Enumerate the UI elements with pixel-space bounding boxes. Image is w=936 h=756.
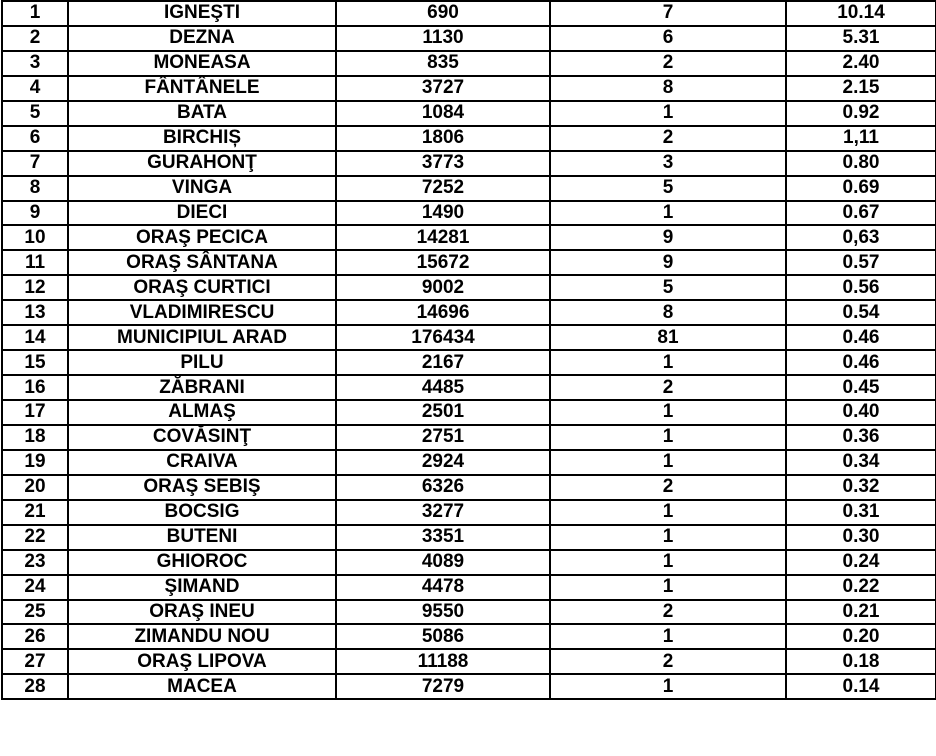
rate-cell: 0.46: [786, 350, 936, 375]
cases-count-cell: 2: [550, 51, 786, 76]
cases-count-cell: 2: [550, 600, 786, 625]
rate-cell: 0.32: [786, 475, 936, 500]
table-row: [2, 674, 936, 699]
row-number-cell: 1: [2, 1, 68, 26]
table-row: [2, 176, 936, 201]
population-cell: 7279: [336, 674, 550, 699]
locality-name-cell: IGNEŞTI: [68, 1, 336, 26]
cases-count-cell: 9: [550, 250, 786, 275]
locality-name-cell: DIECI: [68, 201, 336, 226]
locality-name-cell: VLADIMIRESCU: [68, 300, 336, 325]
table-row: [2, 624, 936, 649]
locality-name-cell: ALMAŞ: [68, 400, 336, 425]
population-cell: 9002: [336, 275, 550, 300]
rate-cell: 0.31: [786, 500, 936, 525]
rate-cell: 0.18: [786, 649, 936, 674]
population-cell: 3727: [336, 76, 550, 101]
population-cell: 176434: [336, 325, 550, 350]
table-row: [2, 525, 936, 550]
row-number-cell: 11: [2, 250, 68, 275]
population-cell: 3277: [336, 500, 550, 525]
cases-count-cell: 2: [550, 475, 786, 500]
locality-name-cell: ORAŞ PECICA: [68, 225, 336, 250]
cases-count-cell: 1: [550, 101, 786, 126]
table-row: [2, 101, 936, 126]
row-number-cell: 22: [2, 525, 68, 550]
table-row: [2, 325, 936, 350]
rate-cell: 0.56: [786, 275, 936, 300]
rate-cell: 0.34: [786, 450, 936, 475]
population-cell: 2751: [336, 425, 550, 450]
row-number-cell: 28: [2, 674, 68, 699]
table-row: [2, 76, 936, 101]
table-row: [2, 375, 936, 400]
table-row: [2, 26, 936, 51]
population-cell: 4478: [336, 575, 550, 600]
cases-count-cell: 1: [550, 400, 786, 425]
rate-cell: 0.57: [786, 250, 936, 275]
cases-count-cell: 3: [550, 151, 786, 176]
locality-name-cell: FÂNTÂNELE: [68, 76, 336, 101]
cases-count-cell: 7: [550, 1, 786, 26]
population-cell: 1806: [336, 126, 550, 151]
rate-cell: 0.80: [786, 151, 936, 176]
rate-cell: 0,63: [786, 225, 936, 250]
row-number-cell: 7: [2, 151, 68, 176]
population-cell: 3351: [336, 525, 550, 550]
table-row: [2, 1, 936, 26]
locality-name-cell: ORAŞ LIPOVA: [68, 649, 336, 674]
row-number-cell: 27: [2, 649, 68, 674]
population-cell: 2924: [336, 450, 550, 475]
population-cell: 1130: [336, 26, 550, 51]
row-number-cell: 17: [2, 400, 68, 425]
population-cell: 835: [336, 51, 550, 76]
population-cell: 14281: [336, 225, 550, 250]
cases-count-cell: 1: [550, 500, 786, 525]
cases-count-cell: 1: [550, 624, 786, 649]
cases-count-cell: 5: [550, 275, 786, 300]
rate-cell: 0.36: [786, 425, 936, 450]
cases-count-cell: 1: [550, 450, 786, 475]
cases-count-cell: 2: [550, 649, 786, 674]
row-number-cell: 9: [2, 201, 68, 226]
table-row: [2, 400, 936, 425]
table-row: [2, 126, 936, 151]
population-cell: 1084: [336, 101, 550, 126]
locality-name-cell: VINGA: [68, 176, 336, 201]
row-number-cell: 12: [2, 275, 68, 300]
population-cell: 4089: [336, 550, 550, 575]
locality-name-cell: COVĂSINŢ: [68, 425, 336, 450]
rate-cell: 0.46: [786, 325, 936, 350]
locality-name-cell: ORAŞ SÂNTANA: [68, 250, 336, 275]
table-row: [2, 425, 936, 450]
rate-cell: 0.45: [786, 375, 936, 400]
row-number-cell: 14: [2, 325, 68, 350]
localities-table: [1, 0, 936, 700]
cases-count-cell: 1: [550, 525, 786, 550]
cases-count-cell: 6: [550, 26, 786, 51]
row-number-cell: 24: [2, 575, 68, 600]
table-row: [2, 500, 936, 525]
table-row: [2, 550, 936, 575]
table-row: [2, 575, 936, 600]
cases-count-cell: 81: [550, 325, 786, 350]
locality-name-cell: CRAIVA: [68, 450, 336, 475]
row-number-cell: 2: [2, 26, 68, 51]
locality-name-cell: MUNICIPIUL ARAD: [68, 325, 336, 350]
rate-cell: 0.92: [786, 101, 936, 126]
population-cell: 3773: [336, 151, 550, 176]
population-cell: 1490: [336, 201, 550, 226]
locality-name-cell: ŞIMAND: [68, 575, 336, 600]
row-number-cell: 5: [2, 101, 68, 126]
locality-name-cell: BUTENI: [68, 525, 336, 550]
locality-name-cell: PILU: [68, 350, 336, 375]
rate-cell: 0.24: [786, 550, 936, 575]
row-number-cell: 13: [2, 300, 68, 325]
table-row: [2, 51, 936, 76]
table-body: [2, 1, 936, 699]
cases-count-cell: 1: [550, 425, 786, 450]
population-cell: 6326: [336, 475, 550, 500]
table-row: [2, 300, 936, 325]
rate-cell: 0.40: [786, 400, 936, 425]
row-number-cell: 15: [2, 350, 68, 375]
locality-name-cell: ZĂBRANI: [68, 375, 336, 400]
row-number-cell: 10: [2, 225, 68, 250]
cases-count-cell: 2: [550, 126, 786, 151]
population-cell: 2167: [336, 350, 550, 375]
row-number-cell: 25: [2, 600, 68, 625]
cases-count-cell: 1: [550, 550, 786, 575]
table-row: [2, 275, 936, 300]
cases-count-cell: 8: [550, 76, 786, 101]
locality-name-cell: BIRCHIȘ: [68, 126, 336, 151]
population-cell: 9550: [336, 600, 550, 625]
rate-cell: 10.14: [786, 1, 936, 26]
cases-count-cell: 1: [550, 350, 786, 375]
locality-name-cell: ORAŞ CURTICI: [68, 275, 336, 300]
locality-name-cell: DEZNA: [68, 26, 336, 51]
rate-cell: 2.40: [786, 51, 936, 76]
cases-count-cell: 1: [550, 575, 786, 600]
table-row: [2, 450, 936, 475]
locality-name-cell: ORAŞ INEU: [68, 600, 336, 625]
table-row: [2, 225, 936, 250]
population-cell: 7252: [336, 176, 550, 201]
table-row: [2, 201, 936, 226]
locality-name-cell: MACEA: [68, 674, 336, 699]
locality-name-cell: MONEASA: [68, 51, 336, 76]
table-row: [2, 600, 936, 625]
locality-name-cell: ORAŞ SEBIŞ: [68, 475, 336, 500]
row-number-cell: 26: [2, 624, 68, 649]
locality-name-cell: GHIOROC: [68, 550, 336, 575]
rate-cell: 5.31: [786, 26, 936, 51]
population-cell: 15672: [336, 250, 550, 275]
population-cell: 14696: [336, 300, 550, 325]
locality-name-cell: GURAHONŢ: [68, 151, 336, 176]
cases-count-cell: 1: [550, 201, 786, 226]
row-number-cell: 21: [2, 500, 68, 525]
row-number-cell: 18: [2, 425, 68, 450]
rate-cell: 0.69: [786, 176, 936, 201]
rate-cell: 0.67: [786, 201, 936, 226]
population-cell: 2501: [336, 400, 550, 425]
population-cell: 4485: [336, 375, 550, 400]
rate-cell: 0.54: [786, 300, 936, 325]
table-row: [2, 350, 936, 375]
rate-cell: 2.15: [786, 76, 936, 101]
cases-count-cell: 1: [550, 674, 786, 699]
rate-cell: 0.30: [786, 525, 936, 550]
population-cell: 5086: [336, 624, 550, 649]
table-row: [2, 250, 936, 275]
row-number-cell: 23: [2, 550, 68, 575]
row-number-cell: 6: [2, 126, 68, 151]
row-number-cell: 3: [2, 51, 68, 76]
population-cell: 11188: [336, 649, 550, 674]
table-row: [2, 649, 936, 674]
rate-cell: 0.21: [786, 600, 936, 625]
row-number-cell: 8: [2, 176, 68, 201]
locality-name-cell: BATA: [68, 101, 336, 126]
rate-cell: 0.14: [786, 674, 936, 699]
locality-name-cell: BOCSIG: [68, 500, 336, 525]
cases-count-cell: 9: [550, 225, 786, 250]
cases-count-cell: 2: [550, 375, 786, 400]
rate-cell: 0.22: [786, 575, 936, 600]
cases-count-cell: 5: [550, 176, 786, 201]
row-number-cell: 4: [2, 76, 68, 101]
table-row: [2, 151, 936, 176]
table-row: [2, 475, 936, 500]
row-number-cell: 20: [2, 475, 68, 500]
rate-cell: 1,11: [786, 126, 936, 151]
row-number-cell: 19: [2, 450, 68, 475]
population-cell: 690: [336, 1, 550, 26]
row-number-cell: 16: [2, 375, 68, 400]
rate-cell: 0.20: [786, 624, 936, 649]
cases-count-cell: 8: [550, 300, 786, 325]
locality-name-cell: ZIMANDU NOU: [68, 624, 336, 649]
